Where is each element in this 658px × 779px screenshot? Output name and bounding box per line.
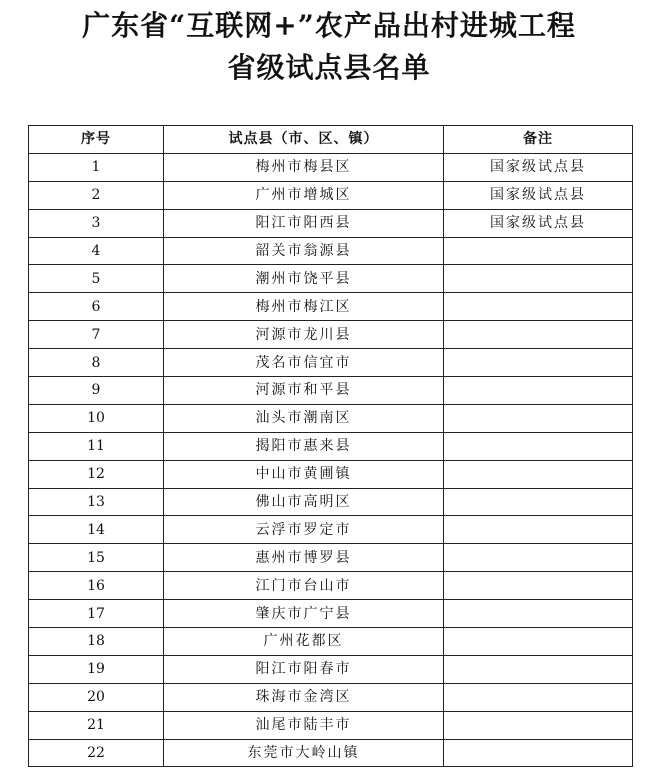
table-row <box>29 572 633 600</box>
table-row <box>29 265 633 293</box>
row-county-name: 云浮市罗定市 <box>164 516 444 544</box>
row-serial-number: 9 <box>29 377 164 405</box>
row-county-name: 广州市增城区 <box>164 181 444 209</box>
row-county-name: 汕尾市陆丰市 <box>164 711 444 739</box>
row-serial-number: 16 <box>29 572 164 600</box>
table-row <box>29 432 633 460</box>
table-row <box>29 544 633 572</box>
row-serial-number: 18 <box>29 628 164 656</box>
row-remark: 国家级试点县 <box>444 153 633 181</box>
row-county-name: 肇庆市广宁县 <box>164 600 444 628</box>
row-county-name: 揭阳市惠来县 <box>164 432 444 460</box>
row-serial-number: 8 <box>29 349 164 377</box>
row-remark <box>444 432 633 460</box>
row-serial-number: 4 <box>29 237 164 265</box>
row-county-name: 东莞市大岭山镇 <box>164 739 444 767</box>
table-row <box>29 349 633 377</box>
table-header-row <box>29 126 633 154</box>
row-county-name: 阳江市阳春市 <box>164 655 444 683</box>
row-remark <box>444 321 633 349</box>
table-row <box>29 739 633 767</box>
table-row <box>29 600 633 628</box>
row-serial-number: 22 <box>29 739 164 767</box>
row-remark <box>444 628 633 656</box>
row-serial-number: 10 <box>29 404 164 432</box>
row-county-name: 茂名市信宜市 <box>164 349 444 377</box>
row-serial-number: 13 <box>29 488 164 516</box>
row-remark <box>444 544 633 572</box>
row-county-name: 江门市台山市 <box>164 572 444 600</box>
row-county-name: 河源市和平县 <box>164 377 444 405</box>
row-serial-number: 5 <box>29 265 164 293</box>
table-row <box>29 321 633 349</box>
row-serial-number: 14 <box>29 516 164 544</box>
row-remark <box>444 655 633 683</box>
row-serial-number: 19 <box>29 655 164 683</box>
table-row <box>29 181 633 209</box>
row-county-name: 阳江市阳西县 <box>164 209 444 237</box>
table-row <box>29 655 633 683</box>
row-remark <box>444 739 633 767</box>
row-remark <box>444 460 633 488</box>
table-row <box>29 711 633 739</box>
table-row <box>29 293 633 321</box>
header-pilot-county: 试点县（市、区、镇） <box>164 126 444 154</box>
table-row <box>29 460 633 488</box>
row-county-name: 佛山市高明区 <box>164 488 444 516</box>
row-county-name: 潮州市饶平县 <box>164 265 444 293</box>
row-county-name: 广州花都区 <box>164 628 444 656</box>
row-county-name: 汕头市潮南区 <box>164 404 444 432</box>
row-remark <box>444 683 633 711</box>
row-county-name: 梅州市梅县区 <box>164 153 444 181</box>
row-remark <box>444 377 633 405</box>
row-county-name: 惠州市博罗县 <box>164 544 444 572</box>
document-title-line-1: 广东省“互联网+”农产品出村进城工程 <box>82 9 576 42</box>
row-serial-number: 3 <box>29 209 164 237</box>
table-row <box>29 153 633 181</box>
document-title-line-2: 省级试点县名单 <box>227 51 431 84</box>
row-serial-number: 2 <box>29 181 164 209</box>
pilot-county-table <box>28 125 633 767</box>
row-remark <box>444 293 633 321</box>
row-remark <box>444 237 633 265</box>
row-serial-number: 15 <box>29 544 164 572</box>
row-county-name: 梅州市梅江区 <box>164 293 444 321</box>
row-serial-number: 11 <box>29 432 164 460</box>
table-row <box>29 683 633 711</box>
table-row <box>29 516 633 544</box>
table-row <box>29 404 633 432</box>
table-row <box>29 488 633 516</box>
row-remark <box>444 488 633 516</box>
row-serial-number: 7 <box>29 321 164 349</box>
row-remark <box>444 711 633 739</box>
row-county-name: 珠海市金湾区 <box>164 683 444 711</box>
row-serial-number: 17 <box>29 600 164 628</box>
row-county-name: 韶关市翁源县 <box>164 237 444 265</box>
table-row <box>29 209 633 237</box>
table-row <box>29 628 633 656</box>
row-remark: 国家级试点县 <box>444 181 633 209</box>
row-remark <box>444 572 633 600</box>
row-remark: 国家级试点县 <box>444 209 633 237</box>
row-serial-number: 20 <box>29 683 164 711</box>
table-row <box>29 237 633 265</box>
row-remark <box>444 404 633 432</box>
table-row <box>29 377 633 405</box>
row-county-name: 河源市龙川县 <box>164 321 444 349</box>
header-remarks: 备注 <box>444 126 633 154</box>
row-remark <box>444 516 633 544</box>
row-county-name: 中山市黄圃镇 <box>164 460 444 488</box>
header-serial-number: 序号 <box>29 126 164 154</box>
row-remark <box>444 265 633 293</box>
row-serial-number: 12 <box>29 460 164 488</box>
row-serial-number: 6 <box>29 293 164 321</box>
row-remark <box>444 600 633 628</box>
row-serial-number: 21 <box>29 711 164 739</box>
row-serial-number: 1 <box>29 153 164 181</box>
row-remark <box>444 349 633 377</box>
